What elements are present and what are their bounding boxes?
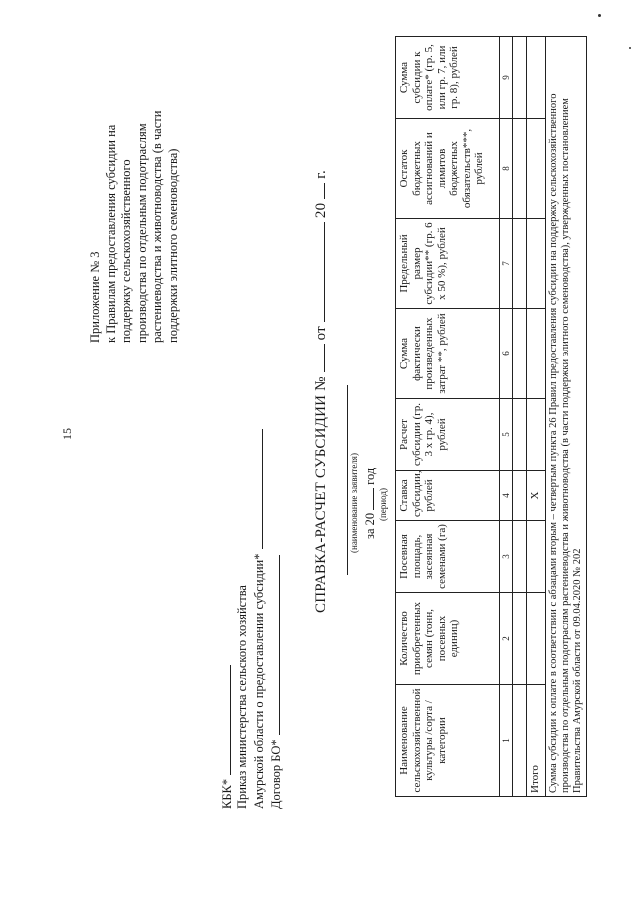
footnote-row	[546, 37, 587, 797]
table-cell	[527, 309, 546, 399]
title-year-prefix: 20	[313, 202, 329, 219]
subsidy-table	[395, 36, 587, 797]
appendix-line: к Правилам предоставления субсидии на	[103, 124, 118, 343]
title-year-suffix: г.	[313, 170, 329, 179]
order-line-2: Амурской области о предоставлении субсидии*	[250, 430, 267, 810]
col-number: 5	[500, 399, 513, 471]
table-cell	[527, 219, 546, 309]
col-header: Сумма субсидии к оплате* (гр. 5, или гр. 7, или гр. 8), рублей	[396, 37, 500, 119]
table-cell	[527, 119, 546, 219]
applicant-caption: (наименование заявителя)	[349, 453, 359, 553]
doc-title	[312, 170, 330, 613]
kbk-field	[218, 665, 231, 775]
col-number: 8	[500, 119, 513, 219]
appendix-line: растениеводства и животноводства (в части	[150, 110, 164, 343]
period-line: за 20год	[363, 467, 377, 539]
page-number: 15	[60, 428, 74, 440]
appendix-block	[88, 3, 181, 343]
table-footnote: Сумма субсидии к оплате в соответствии с абзацами вторым – четвертым пункта 26 Правил предоставления субсидии на поддержку сельскохозяйственного производства по отдельным подотраслям растениеводства и животноводства (в части поддержки элитного семеноводства), утвержденных постановлением Правительства Амурской области от 09.04.2020 № 202	[546, 37, 587, 797]
total-mark: Х	[527, 471, 546, 521]
table-cell	[513, 219, 527, 309]
contract-field	[267, 555, 280, 735]
table-cell	[513, 309, 527, 399]
appendix-line: поддержки элитного семеноводства)	[165, 148, 180, 343]
col-header: Расчет субсидии (гр. 3 х гр. 4), рублей	[396, 399, 500, 471]
title-main: СПРАВКА-РАСЧЕТ СУБСИДИИ №	[313, 376, 329, 613]
contract-label: Договор БО*	[269, 739, 283, 809]
col-header: Наименование сельскохозяйственной культуры /сорта / категории	[396, 685, 500, 797]
col-number: 3	[500, 521, 513, 593]
title-number-field	[312, 344, 325, 372]
table-cell	[527, 399, 546, 471]
title-year-field	[312, 183, 325, 199]
total-label: Итого	[527, 685, 546, 797]
kbk-line	[218, 430, 235, 810]
table-cell	[513, 399, 527, 471]
col-header: Посевная площадь, засеянная семенами (га)	[396, 521, 500, 593]
applicant-line	[347, 385, 348, 575]
appendix-line: поддержку сельскохозяйственного	[119, 159, 133, 343]
total-row	[527, 37, 546, 797]
table-cell	[527, 521, 546, 593]
col-number: 2	[500, 593, 513, 685]
number-row	[500, 37, 513, 797]
kbk-label: КБК*	[220, 778, 234, 809]
col-header: Сумма фактически произведенных затрат **, рублей	[396, 309, 500, 399]
title-date-field	[312, 222, 325, 322]
col-number: 6	[500, 309, 513, 399]
period-year-field	[361, 488, 374, 510]
appendix-line: производства по отдельным подотраслям	[134, 123, 149, 343]
col-number: 1	[500, 685, 513, 797]
title-from: от	[313, 326, 329, 341]
col-number: 4	[500, 471, 513, 521]
col-number: 9	[500, 37, 513, 119]
table-cell	[513, 119, 527, 219]
table-cell	[513, 521, 527, 593]
col-number: 7	[500, 219, 513, 309]
table-cell	[527, 37, 546, 119]
col-header: Ставка субсидии, рублей	[396, 471, 500, 521]
table-cell	[527, 593, 546, 685]
col-header: Остаток бюджетных ассигнований и лимитов бюджетных обязательств***, рублей	[396, 119, 500, 219]
table-cell	[513, 37, 527, 119]
table-cell	[513, 685, 527, 797]
table-cell	[513, 593, 527, 685]
header-block	[218, 430, 284, 810]
col-header: Количество приобретенных семян (тонн, посевных единиц)	[396, 593, 500, 685]
appendix-line: Приложение № 3	[88, 251, 102, 343]
contract-line	[267, 430, 284, 810]
order-line-1: Приказ министерства сельского хозяйства	[235, 585, 249, 809]
order-field	[250, 430, 263, 550]
table-cell	[513, 471, 527, 521]
header-row	[396, 37, 500, 797]
col-header: Предельный размер субсидии** (гр. 6 х 50 %), рублей	[396, 219, 500, 309]
period-caption: (период)	[378, 488, 388, 521]
data-row	[513, 37, 527, 797]
